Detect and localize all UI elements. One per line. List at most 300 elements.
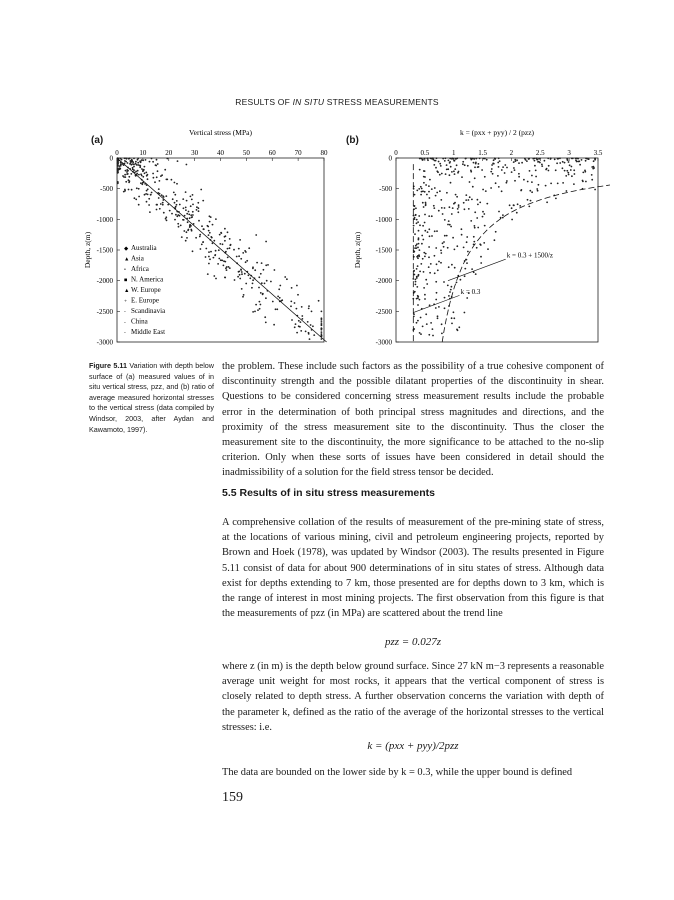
data-point xyxy=(210,236,212,238)
data-point xyxy=(486,203,488,205)
data-point xyxy=(248,274,250,276)
data-point xyxy=(506,167,508,169)
data-point xyxy=(208,256,210,258)
data-point xyxy=(186,237,188,239)
data-point xyxy=(463,247,465,249)
paragraph-2: A comprehensive collation of the results of measurement of the pre-mining state of stress, at the locations of various mining, civil and petroleum engineering projects, reported by Brown and Hoek (1978), was updated by Windsor (2003). The results presented in Figure 5.11 consist of data for about 900 determinations of in situ states of stress. Although data exist for depths extending to 7 km, those presented are for depths down to 3 km, which is the range of interest in most mining projects. The first observation from this figure is that the measurements of pzz (in MPa) are scattered about the trend line xyxy=(222,517,604,620)
legend-marker: ■ xyxy=(124,277,128,284)
data-point xyxy=(219,234,221,236)
data-point xyxy=(477,166,479,168)
data-point xyxy=(179,204,181,206)
data-point xyxy=(221,260,223,262)
data-point xyxy=(506,182,508,184)
data-point xyxy=(433,205,435,207)
data-point xyxy=(160,203,162,205)
data-point xyxy=(270,281,272,283)
paragraph-4: The data are bounded on the lower side by k = 0.3, while the upper bound is defined xyxy=(222,767,573,778)
data-point xyxy=(469,196,471,198)
data-point xyxy=(427,157,429,159)
data-point xyxy=(429,197,431,199)
data-point xyxy=(502,214,504,216)
data-point xyxy=(156,176,158,178)
data-point xyxy=(438,261,440,263)
data-point xyxy=(174,194,176,196)
figure-caption: Figure 5.11 Variation with depth below surface of (a) measured values of in situ vertical stress, pzz, and (b) ratio of average measured horizontal stresses to the vertical stress (data compiled by Windsor, 2003, after Aydan and Kawamoto, 1997). xyxy=(89,361,214,434)
data-point xyxy=(272,301,274,303)
data-point xyxy=(504,172,506,174)
data-point xyxy=(447,247,449,249)
data-point xyxy=(162,202,164,204)
data-point xyxy=(449,162,451,164)
data-point xyxy=(453,317,455,319)
data-point xyxy=(166,158,168,160)
data-point xyxy=(185,240,187,242)
data-point xyxy=(416,243,418,245)
data-point xyxy=(218,249,220,251)
data-point xyxy=(534,165,536,167)
data-point xyxy=(227,248,229,250)
data-point xyxy=(139,165,141,167)
data-point xyxy=(152,173,154,175)
data-point xyxy=(166,179,168,181)
data-point xyxy=(240,269,242,271)
data-point xyxy=(241,271,243,273)
data-point xyxy=(164,169,166,171)
data-point xyxy=(424,230,426,232)
data-point xyxy=(451,158,453,160)
data-point xyxy=(242,252,244,254)
data-point xyxy=(310,324,312,326)
data-point xyxy=(419,332,421,334)
data-point xyxy=(527,199,529,201)
data-point xyxy=(573,183,575,185)
data-point xyxy=(297,294,299,296)
data-point xyxy=(208,230,210,232)
data-point xyxy=(458,206,460,208)
data-point xyxy=(242,296,244,298)
data-point xyxy=(433,207,435,209)
data-point xyxy=(446,235,448,237)
data-point xyxy=(117,181,119,183)
data-point xyxy=(453,170,455,172)
data-point xyxy=(136,173,138,175)
data-point xyxy=(437,315,439,317)
data-point xyxy=(531,175,533,177)
data-point xyxy=(158,188,160,190)
data-point xyxy=(176,200,178,202)
data-point xyxy=(174,219,176,221)
data-point xyxy=(443,246,445,248)
data-point xyxy=(494,239,496,241)
data-point xyxy=(260,292,262,294)
data-point xyxy=(321,331,323,333)
data-point xyxy=(197,202,199,204)
data-point xyxy=(418,188,420,190)
chart-a xyxy=(80,128,338,350)
data-point xyxy=(318,300,320,302)
data-point xyxy=(175,206,177,208)
data-point xyxy=(450,226,452,228)
data-point xyxy=(434,255,436,257)
data-point xyxy=(424,294,426,296)
data-point xyxy=(252,311,254,313)
data-point xyxy=(500,217,502,219)
data-point xyxy=(445,173,447,175)
data-point xyxy=(419,271,421,273)
data-point xyxy=(305,331,307,333)
data-point xyxy=(260,273,262,275)
data-point xyxy=(302,318,304,320)
x-tick-label: 20 xyxy=(165,149,173,157)
data-point xyxy=(424,170,426,172)
data-point xyxy=(265,322,267,324)
data-point xyxy=(173,192,175,194)
chart-title: Vertical stress (MPa) xyxy=(189,128,252,137)
data-point xyxy=(415,279,417,281)
data-point xyxy=(267,264,269,266)
data-point xyxy=(473,162,475,164)
annotation-lower: k = 0.3 xyxy=(460,287,481,296)
data-point xyxy=(474,177,476,179)
data-point xyxy=(428,215,430,217)
data-point xyxy=(546,201,548,203)
data-point xyxy=(417,297,419,299)
data-point xyxy=(430,322,432,324)
legend-entry: Australia xyxy=(131,244,157,252)
data-point xyxy=(435,167,437,169)
data-point xyxy=(448,266,450,268)
data-point xyxy=(142,159,144,161)
data-point xyxy=(569,164,571,166)
equation-1: pzz = 0.027z xyxy=(384,636,441,648)
data-point xyxy=(174,182,176,184)
data-point xyxy=(585,158,587,160)
data-point xyxy=(429,179,431,181)
data-point xyxy=(126,158,128,160)
data-point xyxy=(254,311,256,313)
data-point xyxy=(424,256,426,258)
data-point xyxy=(449,174,451,176)
data-point xyxy=(434,272,436,274)
data-point xyxy=(468,199,470,201)
y-tick-label: -3000 xyxy=(375,338,392,347)
data-point xyxy=(422,258,424,260)
data-point xyxy=(199,236,201,238)
panel-label-b: (b) xyxy=(346,135,359,146)
data-point xyxy=(565,175,567,177)
data-point xyxy=(321,311,323,313)
data-point xyxy=(452,207,454,209)
data-point xyxy=(568,161,570,163)
data-point xyxy=(138,174,140,176)
data-point xyxy=(140,161,142,163)
data-point xyxy=(474,166,476,168)
data-point xyxy=(163,212,165,214)
data-point xyxy=(548,165,550,167)
data-point xyxy=(187,221,189,223)
data-point xyxy=(575,159,577,161)
data-point xyxy=(555,198,557,200)
data-point xyxy=(209,258,211,260)
data-point xyxy=(462,161,464,163)
data-point xyxy=(518,176,520,178)
data-point xyxy=(156,209,158,211)
data-point xyxy=(207,225,209,227)
data-point xyxy=(301,306,303,308)
data-point xyxy=(432,328,434,330)
data-point xyxy=(425,279,427,281)
data-point xyxy=(465,199,467,201)
legend-entry: Middle East xyxy=(131,328,166,336)
data-point xyxy=(186,213,188,215)
data-point xyxy=(417,221,419,223)
data-point xyxy=(265,264,267,266)
data-point xyxy=(124,174,126,176)
data-point xyxy=(290,301,292,303)
data-point xyxy=(133,158,135,160)
data-point xyxy=(222,243,224,245)
data-point xyxy=(417,275,419,277)
data-point xyxy=(418,239,420,241)
data-point xyxy=(498,166,500,168)
data-point xyxy=(562,161,564,163)
data-point xyxy=(471,199,473,201)
annotation-upper: k = 0.3 + 1500/z xyxy=(506,251,554,260)
data-point xyxy=(144,194,146,196)
data-point xyxy=(456,282,458,284)
data-point xyxy=(548,170,550,172)
data-point xyxy=(178,226,180,228)
data-point xyxy=(146,190,148,192)
data-point xyxy=(416,222,418,224)
data-point xyxy=(265,241,267,243)
data-point xyxy=(455,194,457,196)
data-point xyxy=(312,325,314,327)
data-point xyxy=(252,279,254,281)
data-point xyxy=(466,262,468,264)
data-point xyxy=(225,267,227,269)
data-point xyxy=(594,157,596,159)
data-point xyxy=(415,247,417,249)
data-point xyxy=(415,284,417,286)
data-point xyxy=(186,200,188,202)
data-point xyxy=(321,335,323,337)
data-point xyxy=(423,287,425,289)
data-point xyxy=(466,241,468,243)
data-point xyxy=(279,297,281,299)
data-point xyxy=(484,176,486,178)
data-point xyxy=(132,161,134,163)
data-point xyxy=(185,191,187,193)
data-point xyxy=(438,306,440,308)
data-point xyxy=(520,190,522,192)
data-point xyxy=(473,236,475,238)
data-point xyxy=(184,215,186,217)
data-point xyxy=(176,183,178,185)
data-point xyxy=(435,281,437,283)
data-point xyxy=(188,211,190,213)
data-point xyxy=(414,194,416,196)
data-point xyxy=(483,242,485,244)
data-point xyxy=(200,189,202,191)
data-point xyxy=(440,252,442,254)
data-point xyxy=(190,205,192,207)
data-point xyxy=(246,260,248,262)
data-point xyxy=(479,158,481,160)
data-point xyxy=(213,275,215,277)
data-point xyxy=(573,169,575,171)
data-point xyxy=(145,159,147,161)
data-point xyxy=(538,184,540,186)
data-point xyxy=(308,305,310,307)
data-point xyxy=(530,200,532,202)
data-point xyxy=(217,263,219,265)
data-point xyxy=(497,162,499,164)
data-point xyxy=(482,189,484,191)
data-point xyxy=(428,266,430,268)
data-point xyxy=(480,244,482,246)
data-point xyxy=(284,276,286,278)
data-point xyxy=(263,269,265,271)
data-point xyxy=(307,321,309,323)
data-point xyxy=(458,171,460,173)
data-point xyxy=(430,263,432,265)
data-point xyxy=(440,165,442,167)
data-point xyxy=(474,227,476,229)
data-point xyxy=(440,262,442,264)
data-point xyxy=(486,159,488,161)
running-head: RESULTS OF IN SITU STRESS MEASUREMENTS xyxy=(235,97,439,107)
data-point xyxy=(457,211,459,213)
data-point xyxy=(509,204,511,206)
data-point xyxy=(474,211,476,213)
y-tick-label: -2500 xyxy=(96,307,113,316)
data-point xyxy=(261,282,263,284)
panel-label-a: (a) xyxy=(91,135,104,146)
x-tick-label: 3 xyxy=(567,149,571,157)
data-point xyxy=(172,198,174,200)
data-point xyxy=(498,157,500,159)
data-point xyxy=(192,211,194,213)
data-point xyxy=(135,161,137,163)
data-point xyxy=(426,323,428,325)
data-point xyxy=(511,207,513,209)
data-point xyxy=(213,240,215,242)
data-point xyxy=(419,299,421,301)
data-point xyxy=(136,164,138,166)
data-point xyxy=(528,206,530,208)
data-point xyxy=(443,281,445,283)
data-point xyxy=(416,286,418,288)
data-point xyxy=(132,167,134,169)
data-point xyxy=(592,168,594,170)
data-point xyxy=(441,173,443,175)
data-point xyxy=(483,213,485,215)
data-point xyxy=(519,205,521,207)
data-point xyxy=(215,250,217,252)
data-point xyxy=(449,158,451,160)
data-point xyxy=(470,171,472,173)
data-point xyxy=(128,189,130,191)
chart-title: k = (pxx + pyy) / 2 (pzz) xyxy=(459,128,535,137)
data-point xyxy=(417,320,419,322)
data-point xyxy=(125,170,127,172)
data-point xyxy=(117,165,119,167)
data-point xyxy=(498,186,500,188)
data-point xyxy=(296,285,298,287)
equation-2: k = (pxx + pyy)/2pzz xyxy=(367,740,459,752)
data-point xyxy=(417,257,419,259)
annotation-arrow xyxy=(448,259,506,280)
data-point xyxy=(177,160,179,162)
data-point xyxy=(145,172,147,174)
data-point xyxy=(169,210,171,212)
data-point xyxy=(464,164,466,166)
data-point xyxy=(198,207,200,209)
data-point xyxy=(188,229,190,231)
data-point xyxy=(458,204,460,206)
data-point xyxy=(465,157,467,159)
data-point xyxy=(529,190,531,192)
data-point xyxy=(205,256,207,258)
data-point xyxy=(423,182,425,184)
data-point xyxy=(224,228,226,230)
data-point xyxy=(162,195,164,197)
data-point xyxy=(438,210,440,212)
data-point xyxy=(198,210,200,212)
data-point xyxy=(482,216,484,218)
data-point xyxy=(493,159,495,161)
data-point xyxy=(142,176,144,178)
data-point xyxy=(585,181,587,183)
data-point xyxy=(431,188,433,190)
y-tick-label: -2000 xyxy=(375,277,392,286)
data-point xyxy=(554,159,556,161)
data-point xyxy=(591,174,593,176)
data-point xyxy=(238,248,240,250)
data-point xyxy=(430,157,432,159)
data-point xyxy=(141,183,143,185)
data-point xyxy=(234,279,236,281)
data-point xyxy=(215,218,217,220)
data-point xyxy=(541,164,543,166)
data-point xyxy=(413,225,415,227)
data-point xyxy=(454,249,456,251)
data-point xyxy=(435,160,437,162)
data-point xyxy=(429,272,431,274)
data-point xyxy=(274,269,276,271)
legend-entry: E. Europe xyxy=(131,296,159,305)
data-point xyxy=(176,204,178,206)
data-point xyxy=(464,275,466,277)
data-point xyxy=(308,308,310,310)
data-point xyxy=(224,261,226,263)
data-point xyxy=(490,171,492,173)
data-point xyxy=(544,160,546,162)
data-point xyxy=(159,208,161,210)
data-point xyxy=(495,182,497,184)
data-point xyxy=(151,192,153,194)
data-point xyxy=(574,173,576,175)
data-point xyxy=(414,218,416,220)
data-point xyxy=(423,176,425,178)
legend-entry: China xyxy=(131,317,148,326)
data-point xyxy=(165,195,167,197)
data-point xyxy=(149,161,151,163)
y-tick-label: -2500 xyxy=(375,307,392,316)
data-point xyxy=(477,199,479,201)
data-point xyxy=(137,170,139,172)
